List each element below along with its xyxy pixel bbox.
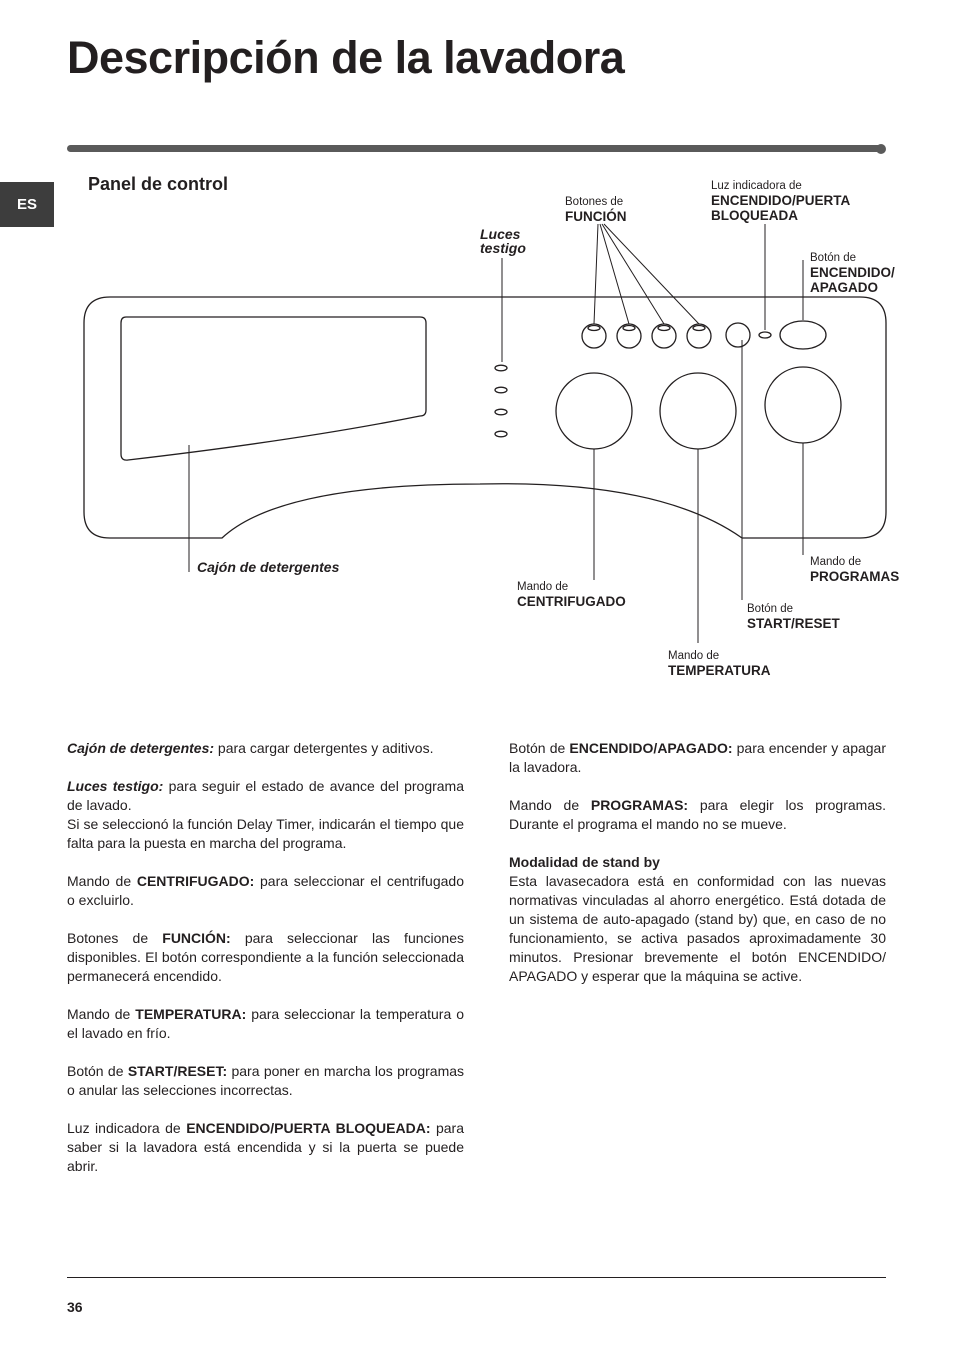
desc-spin-knob: Mando de CENTRIFUGADO: para seleccionar el centrifugado o excluirlo. <box>67 873 464 908</box>
desc-start-reset: Botón de START/RESET: para poner en marcha los programas o anular las selecciones incorrectas. <box>67 1063 465 1098</box>
standby-heading: Modalidad de stand by <box>509 854 660 870</box>
indicator-light <box>495 365 507 371</box>
label-detergent-drawer: Cajón de detergentes <box>197 559 340 575</box>
desc-temperature-knob: Mando de TEMPERATURA: para seleccionar la temperatura o el lavado en frío. <box>67 1006 464 1041</box>
function-button <box>687 324 711 348</box>
program-knob <box>765 367 841 443</box>
desc-function-buttons: Botones de FUNCIÓN: para seleccionar las funciones disponibles. El botón correspondiente a la función seleccionada permanecerá encendido. <box>67 930 464 984</box>
on-off-button <box>780 321 826 349</box>
label-start-reset: Botón de START/RESET <box>747 603 840 631</box>
language-tab: ES <box>0 182 54 227</box>
door-lock-light <box>759 332 771 338</box>
desc-door-lock-light: Luz indicadora de ENCENDIDO/PUERTA BLOQUEADA: para saber si la lavadora está encendida y si la puerta se puede abrir. <box>67 1120 465 1174</box>
label-on-off-button: Botón de ENCENDIDO/ APAGADO <box>810 252 895 295</box>
desc-indicator-lights: Luces testigo: para seguir el estado de avance del programa de lavado. Si se seleccionó la función Delay Timer, indicarán el tiempo que falta para la puesta en marcha del programa. <box>67 778 465 851</box>
desc-program-knob: Mando de PROGRAMAS: para elegir los programas. Durante el programa el mando no se mueve. <box>509 797 886 832</box>
function-button <box>582 324 606 348</box>
label-door-lock-light: Luz indicadora de ENCENDIDO/PUERTA BLOQUEADA <box>711 180 851 223</box>
footer-rule <box>67 1277 886 1278</box>
page-title: Descripción de la lavadora <box>67 32 625 83</box>
start-reset-button <box>726 323 750 347</box>
spin-knob <box>556 373 632 449</box>
right-text-column <box>509 739 886 1005</box>
label-temperature-knob: Mando de TEMPERATURA <box>668 650 771 678</box>
detergent-drawer <box>121 317 426 460</box>
page-number: 36 <box>67 1299 83 1315</box>
temperature-knob <box>660 373 736 449</box>
function-button <box>617 324 641 348</box>
indicator-light <box>495 409 507 415</box>
indicator-light <box>495 431 507 437</box>
label-function-buttons: Botones de FUNCIÓN <box>565 196 627 224</box>
left-text-column <box>67 739 464 1195</box>
label-indicator-lights: Luces testigo <box>480 226 526 256</box>
desc-on-off-button: Botón de ENCENDIDO/APAGADO: para encender y apagar la lavadora. <box>509 740 886 775</box>
panel-outline <box>84 297 886 538</box>
desc-standby: Modalidad de stand by Esta lavasecadora está en conformidad con las nuevas normativas vinculadas al ahorro energético. Está dotada de un sistema de auto-apagado (stand by) que, en caso de no funcionamiento, se activa pasados aproximadamente 30 minutos. Presionar brevemente el botón ENCENDIDO/ APAGADO y esperar que la máquina se active. <box>509 854 886 984</box>
function-button <box>652 324 676 348</box>
label-program-knob: Mando de PROGRAMAS <box>810 556 900 584</box>
section-title: Panel de control <box>88 174 229 194</box>
desc-detergent-drawer: Cajón de detergentes: para cargar detergentes y aditivos. <box>67 740 434 756</box>
indicator-light <box>495 387 507 393</box>
label-spin-knob: Mando de CENTRIFUGADO <box>517 581 626 609</box>
